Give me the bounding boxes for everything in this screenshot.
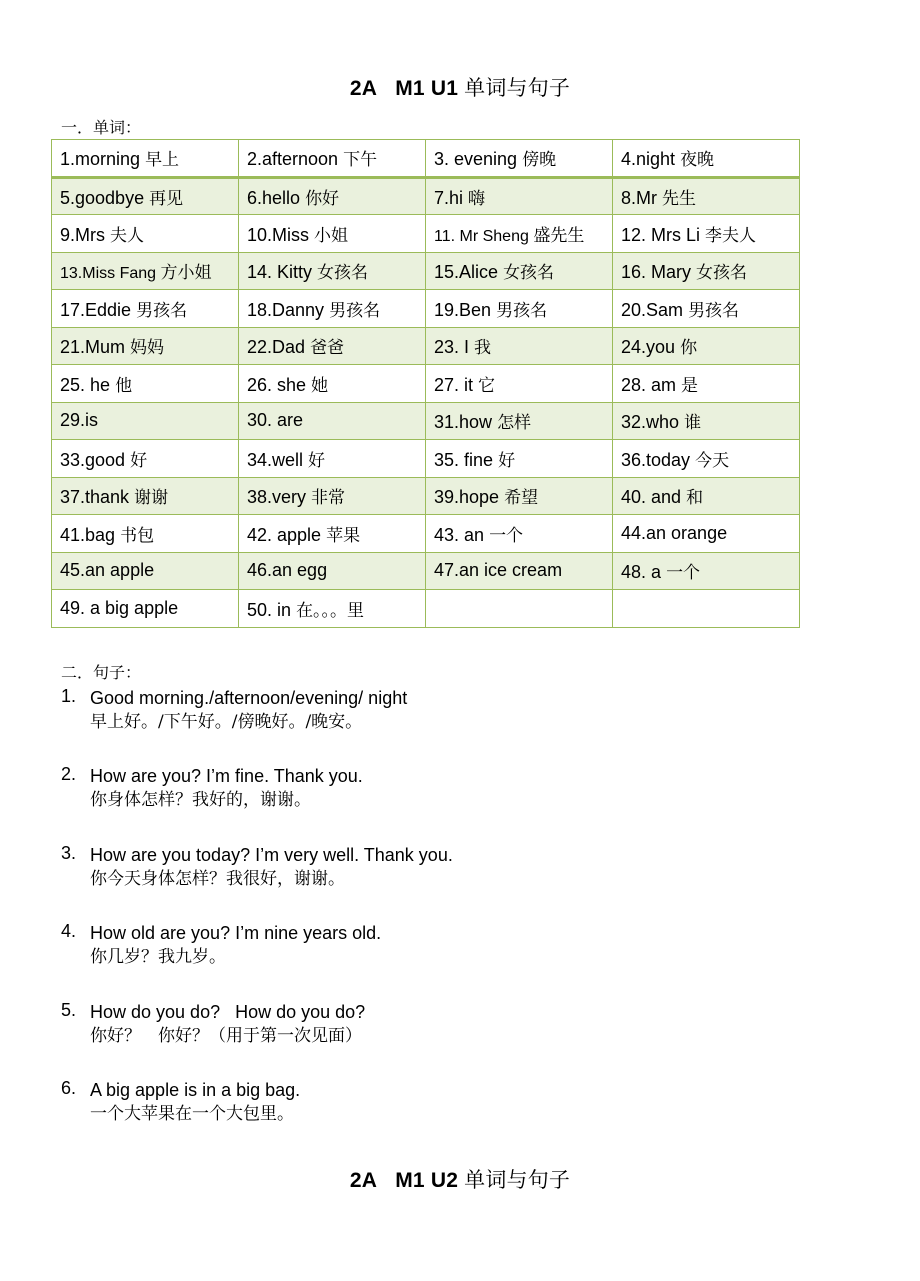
- vocab-row: [52, 552, 800, 590]
- vocab-row: [52, 140, 800, 178]
- vocab-word-cn: 方小姐: [160, 263, 212, 284]
- vocab-word-en: 11. Mr Sheng: [434, 227, 529, 245]
- sentence-chinese: 你几岁？我九岁。: [90, 947, 226, 968]
- vocab-cell: [239, 140, 426, 178]
- vocab-word-en: 22.Dad: [247, 337, 306, 358]
- vocab-word-cn: 女孩名: [317, 263, 369, 284]
- vocab-word-en: 10.Miss: [247, 224, 310, 245]
- vocab-cell: [426, 365, 613, 403]
- vocab-cell: [52, 402, 239, 440]
- page-title-unit1: [0, 72, 920, 102]
- vocab-word-en: 42. apple: [247, 524, 322, 545]
- title-unit2-cn: 单词与句子: [464, 1168, 571, 1192]
- vocab-word-cn: 嗨: [468, 188, 486, 209]
- vocab-word-en: 25. he: [60, 374, 111, 395]
- vocab-word-cn: 他: [115, 375, 133, 396]
- vocab-word-en: 39.hope: [434, 487, 500, 508]
- sentence-chinese: 你好？ 你好？（用于第一次见面）: [90, 1025, 362, 1046]
- vocab-word-cn: 好: [308, 450, 326, 471]
- vocab-row: [52, 515, 800, 553]
- vocab-cell: [426, 590, 613, 628]
- vocab-cell: [239, 440, 426, 478]
- vocab-cell: [613, 402, 800, 440]
- vocab-word-en: 24.you: [621, 337, 676, 358]
- vocab-cell: [52, 590, 239, 628]
- vocab-cell: [239, 252, 426, 290]
- vocab-cell: [52, 215, 239, 253]
- vocab-word-en: 28. am: [621, 374, 677, 395]
- vocab-row: [52, 215, 800, 253]
- vocab-cell: [613, 327, 800, 365]
- vocab-word-cn: 女孩名: [503, 263, 555, 284]
- vocab-word-en: 15.Alice: [434, 262, 499, 283]
- vocab-word-cn: 你: [680, 338, 698, 359]
- vocab-cell: [52, 515, 239, 553]
- vocab-word-cn: 女孩名: [696, 263, 748, 284]
- vocab-cell: [52, 440, 239, 478]
- vocab-cell: [426, 252, 613, 290]
- vocab-cell: [613, 365, 800, 403]
- vocab-word-cn: 好: [130, 450, 148, 471]
- vocab-cell: [613, 177, 800, 215]
- vocab-word-en: 5.goodbye: [60, 187, 145, 208]
- vocab-word-en: 37.thank: [60, 487, 130, 508]
- vocab-cell: [613, 590, 800, 628]
- vocab-cell: [426, 215, 613, 253]
- vocab-word-en: 43. an: [434, 524, 485, 545]
- vocab-word-en: 41.bag: [60, 524, 116, 545]
- sentence-english: How old are you? I’m nine years old.: [90, 923, 382, 944]
- vocab-word-en: 31.how: [434, 412, 493, 433]
- vocab-word-en: 38.very: [247, 487, 307, 508]
- vocab-word-cn: 先生: [662, 188, 697, 209]
- vocab-cell: [426, 327, 613, 365]
- vocab-word-cn: 书包: [120, 525, 155, 546]
- vocab-cell: [239, 327, 426, 365]
- vocab-cell: [613, 515, 800, 553]
- title-unit2-en: 2A M1 U2: [349, 1169, 459, 1192]
- sentence-item: [61, 1000, 861, 1078]
- vocab-row: [52, 177, 800, 215]
- vocab-word-cn: 它: [478, 375, 496, 396]
- vocab-word-en: 14. Kitty: [247, 262, 313, 283]
- vocab-cell: [613, 440, 800, 478]
- vocab-word-en: 1.morning: [60, 149, 141, 170]
- vocab-word-cn: 非常: [311, 488, 346, 509]
- vocab-word-en: 16. Mary: [621, 262, 692, 283]
- vocab-cell: [239, 515, 426, 553]
- vocab-word-en: 50. in: [247, 599, 292, 620]
- vocab-row: [52, 402, 800, 440]
- sentence-english: A big apple is in a big bag.: [90, 1079, 301, 1100]
- vocab-word-en: 18.Danny: [247, 299, 325, 320]
- vocab-cell: [426, 402, 613, 440]
- vocab-cell: [52, 140, 239, 178]
- vocab-word-cn: 谢谢: [134, 488, 169, 509]
- vocab-cell: [52, 252, 239, 290]
- sentence-list: [61, 686, 861, 1156]
- vocab-word-en: 48. a: [621, 562, 662, 583]
- vocab-word-en: 44.an orange: [621, 522, 728, 543]
- vocab-word-cn: 小姐: [314, 225, 349, 246]
- vocab-word-en: 49. a big apple: [60, 597, 179, 618]
- vocab-word-cn: 早上: [145, 150, 180, 171]
- vocab-cell: [613, 140, 800, 178]
- vocab-word-en: 26. she: [247, 374, 307, 395]
- sentence-english: How are you? I’m fine. Thank you.: [90, 766, 363, 787]
- vocab-cell: [52, 327, 239, 365]
- vocab-cell: [239, 215, 426, 253]
- sentence-number: 6.: [61, 1077, 77, 1098]
- vocab-table: [51, 139, 800, 628]
- vocab-row: [52, 477, 800, 515]
- vocab-word-en: 9.Mrs: [60, 224, 105, 245]
- sentence-english: How are you today? I’m very well. Thank you.: [90, 844, 453, 865]
- sentence-item: [61, 843, 861, 921]
- page-title-unit2: [0, 1164, 920, 1194]
- vocab-word-en: 23. I: [434, 337, 470, 358]
- vocab-cell: [239, 365, 426, 403]
- vocab-word-en: 4.night: [621, 149, 676, 170]
- sentence-english: Good morning./afternoon/evening/ night: [90, 688, 408, 708]
- sentence-number: 4.: [61, 921, 77, 942]
- vocab-word-cn: 谁: [684, 413, 702, 434]
- vocab-word-en: 34.well: [247, 449, 304, 470]
- sentence-chinese: 你今天身体怎样？我很好，谢谢。: [90, 868, 345, 889]
- vocab-word-en: 2.afternoon: [247, 149, 339, 170]
- vocab-cell: [239, 177, 426, 215]
- vocab-word-en: 17.Eddie: [60, 299, 132, 320]
- vocab-cell: [239, 552, 426, 590]
- vocab-cell: [426, 177, 613, 215]
- vocab-word-en: 32.who: [621, 412, 680, 433]
- vocab-row: [52, 440, 800, 478]
- vocab-cell: [52, 177, 239, 215]
- vocab-word-cn: 我: [474, 338, 492, 359]
- vocab-row: [52, 365, 800, 403]
- vocab-cell: [613, 552, 800, 590]
- vocab-word-cn: 苹果: [326, 525, 361, 546]
- vocab-row: [52, 252, 800, 290]
- vocab-word-cn: 夜晚: [680, 150, 715, 171]
- vocab-word-cn: 再见: [149, 188, 184, 209]
- vocab-word-en: 19.Ben: [434, 299, 492, 320]
- vocab-word-cn: 她: [311, 375, 329, 396]
- vocab-word-en: 13.Miss Fang: [60, 265, 157, 283]
- vocab-cell: [426, 477, 613, 515]
- vocab-word-cn: 男孩名: [688, 300, 740, 321]
- vocab-word-en: 35. fine: [434, 449, 494, 470]
- vocab-word-cn: 今天: [695, 450, 730, 471]
- sentence-chinese: 你身体怎样？我好的，谢谢。: [90, 790, 311, 811]
- vocab-word-cn: 男孩名: [329, 300, 381, 321]
- vocab-word-cn: 爸爸: [310, 338, 345, 359]
- sentence-number: 2.: [61, 764, 77, 785]
- title-unit1-en: 2A M1 U1: [349, 77, 459, 100]
- vocab-cell: [426, 552, 613, 590]
- vocab-word-en: 29.is: [60, 410, 99, 431]
- vocab-cell: [426, 140, 613, 178]
- vocab-word-en: 7.hi: [434, 187, 464, 208]
- vocab-word-en: 40. and: [621, 487, 682, 508]
- sentence-item: [61, 921, 861, 999]
- vocab-word-en: 30. are: [247, 410, 304, 431]
- vocab-word-cn: 夫人: [110, 225, 145, 246]
- vocab-cell: [613, 290, 800, 328]
- vocab-word-cn: 妈妈: [130, 338, 165, 359]
- vocab-word-en: 6.hello: [247, 187, 301, 208]
- sentence-item: [61, 686, 861, 764]
- vocab-word-cn: 是: [681, 375, 699, 396]
- sentence-item: [61, 764, 861, 842]
- vocab-cell: [426, 515, 613, 553]
- vocab-word-cn: 李夫人: [705, 225, 757, 246]
- vocab-row: [52, 590, 800, 628]
- vocab-word-en: 47.an ice cream: [434, 560, 563, 581]
- vocab-word-en: 27. it: [434, 374, 474, 395]
- vocab-cell: [426, 440, 613, 478]
- vocab-cell: [426, 290, 613, 328]
- vocab-word-en: 3. evening: [434, 149, 518, 170]
- vocab-cell: [52, 290, 239, 328]
- vocab-word-en: 36.today: [621, 449, 691, 470]
- vocab-word-en: 12. Mrs Li: [621, 224, 701, 245]
- vocab-word-en: 33.good: [60, 449, 126, 470]
- title-unit1-cn: 单词与句子: [464, 76, 571, 100]
- vocab-cell: [613, 252, 800, 290]
- vocab-cell: [613, 215, 800, 253]
- vocab-word-en: 45.an apple: [60, 560, 155, 581]
- vocab-word-cn: 盛先生: [533, 225, 585, 246]
- vocab-cell: [239, 477, 426, 515]
- vocab-word-en: 46.an egg: [247, 560, 328, 581]
- vocab-word-en: 21.Mum: [60, 337, 126, 358]
- vocab-cell: [239, 590, 426, 628]
- sentences-section-label: 二．句子：: [61, 663, 142, 682]
- words-section-label: 一．单词：: [61, 118, 142, 137]
- vocab-word-cn: 和: [686, 488, 704, 509]
- vocab-word-cn: 下午: [343, 150, 378, 171]
- sentence-chinese: 早上好。/下午好。/傍晚好。/晚安。: [90, 712, 363, 732]
- vocab-word-en: 20.Sam: [621, 299, 684, 320]
- sentence-number: 3.: [61, 842, 77, 863]
- sentence-chinese: 一个大苹果在一个大包里。: [90, 1103, 294, 1124]
- sentence-item: [61, 1078, 861, 1156]
- vocab-word-en: 8.Mr: [621, 187, 657, 208]
- vocab-word-cn: 一个: [666, 563, 701, 584]
- vocab-cell: [239, 402, 426, 440]
- sentence-english: How do you do? How do you do?: [90, 1001, 366, 1022]
- vocab-row: [52, 327, 800, 365]
- vocab-cell: [239, 290, 426, 328]
- vocab-word-cn: 一个: [489, 525, 524, 546]
- vocab-cell: [613, 477, 800, 515]
- sentence-number: 1.: [61, 686, 77, 706]
- vocab-cell: [52, 365, 239, 403]
- vocab-word-cn: 在。。。里: [296, 600, 365, 621]
- vocab-row: [52, 290, 800, 328]
- vocab-word-cn: 男孩名: [136, 300, 188, 321]
- vocab-word-cn: 傍晚: [522, 150, 557, 171]
- vocab-cell: [52, 552, 239, 590]
- sentence-number: 5.: [61, 999, 77, 1020]
- vocab-word-cn: 好: [498, 450, 516, 471]
- vocab-word-cn: 怎样: [497, 413, 532, 434]
- vocab-word-cn: 希望: [504, 488, 539, 509]
- vocab-word-cn: 你好: [305, 188, 340, 209]
- vocab-cell: [52, 477, 239, 515]
- vocab-word-cn: 男孩名: [496, 300, 548, 321]
